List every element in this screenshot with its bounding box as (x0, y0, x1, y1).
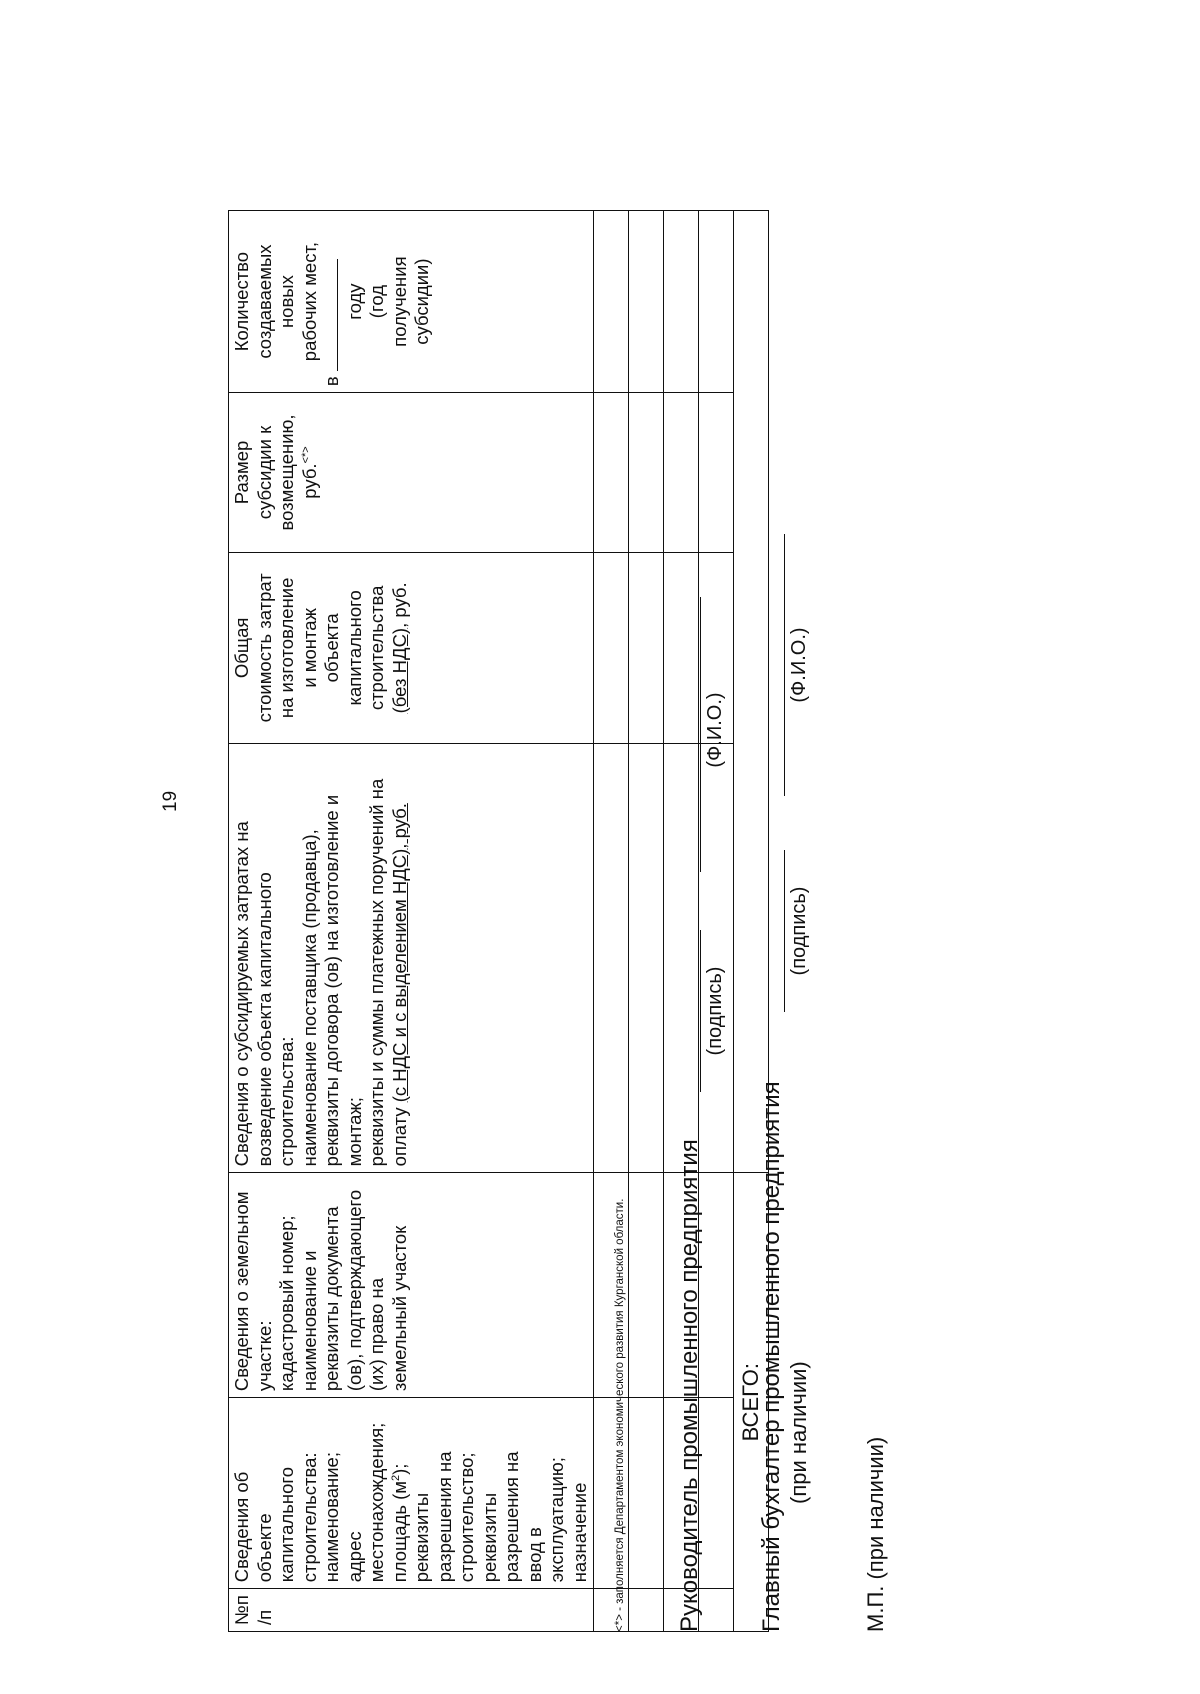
year-blank-line (337, 259, 338, 371)
accountant-signature-caption: (подпись) (788, 886, 810, 976)
head-signature-caption: (подпись) (704, 966, 726, 1056)
head-name-line (700, 597, 701, 872)
total-label: ВСЕГО: (734, 1173, 769, 1632)
accountant-name-caption: (Ф.И.О.) (788, 627, 810, 703)
header-subsidy: Размер субсидии к возмещению, руб.<*> (229, 393, 594, 553)
footnote: <*> - заполняется Департаментом экономического развития Курганской области. (614, 1198, 626, 1632)
table-row (629, 211, 664, 1632)
seal-label: М.П. (при наличии) (863, 1436, 888, 1632)
page-number: 19 (160, 790, 181, 812)
table-header-row (229, 211, 594, 1632)
header-jobs: Количество создаваемых новых рабочих мест, в году (год получения субсидии) (229, 211, 594, 393)
accountant-optional-note: (при наличии) (786, 1361, 811, 1504)
header-land: Сведения о земельном участке: кадастровый номер; наименование и реквизиты документа (ов), подтверждающего (их) право на земельный участок (229, 1173, 594, 1398)
header-costs: Сведения о субсидируемых затратах на возведение объекта капитального строительства: наименование поставщика (продавца), реквизиты договора (ов) на изготовление и монтаж; реквизиты и суммы платежных поручений на оплату (с НДС и с выделением НДС), руб. (229, 743, 594, 1172)
header-object: Сведения об объекте капитального строительства: наименование; адрес местонахождения; площадь $(м^2)$; реквизиты разрешения на строительство; реквизиты разрешения на ввод в эксплуатацию; назначение (229, 1398, 594, 1589)
header-num: №п /п (229, 1589, 594, 1632)
head-signature-line (700, 930, 701, 1092)
header-total-cost: Общая стоимость затрат на изготовление и монтаж объекта капитального строительства (без НДС), руб. (229, 552, 594, 743)
rotated-page-content (228, 192, 1028, 1632)
head-signatory-label: Руководитель промышленного предприятия (676, 1139, 703, 1632)
head-name-caption: (Ф.И.О.) (704, 692, 726, 768)
accountant-signature-line (784, 850, 785, 1012)
accountant-signatory-label: Главный бухгалтер промышленного предприятия (758, 1081, 785, 1632)
accountant-name-line (784, 534, 785, 796)
